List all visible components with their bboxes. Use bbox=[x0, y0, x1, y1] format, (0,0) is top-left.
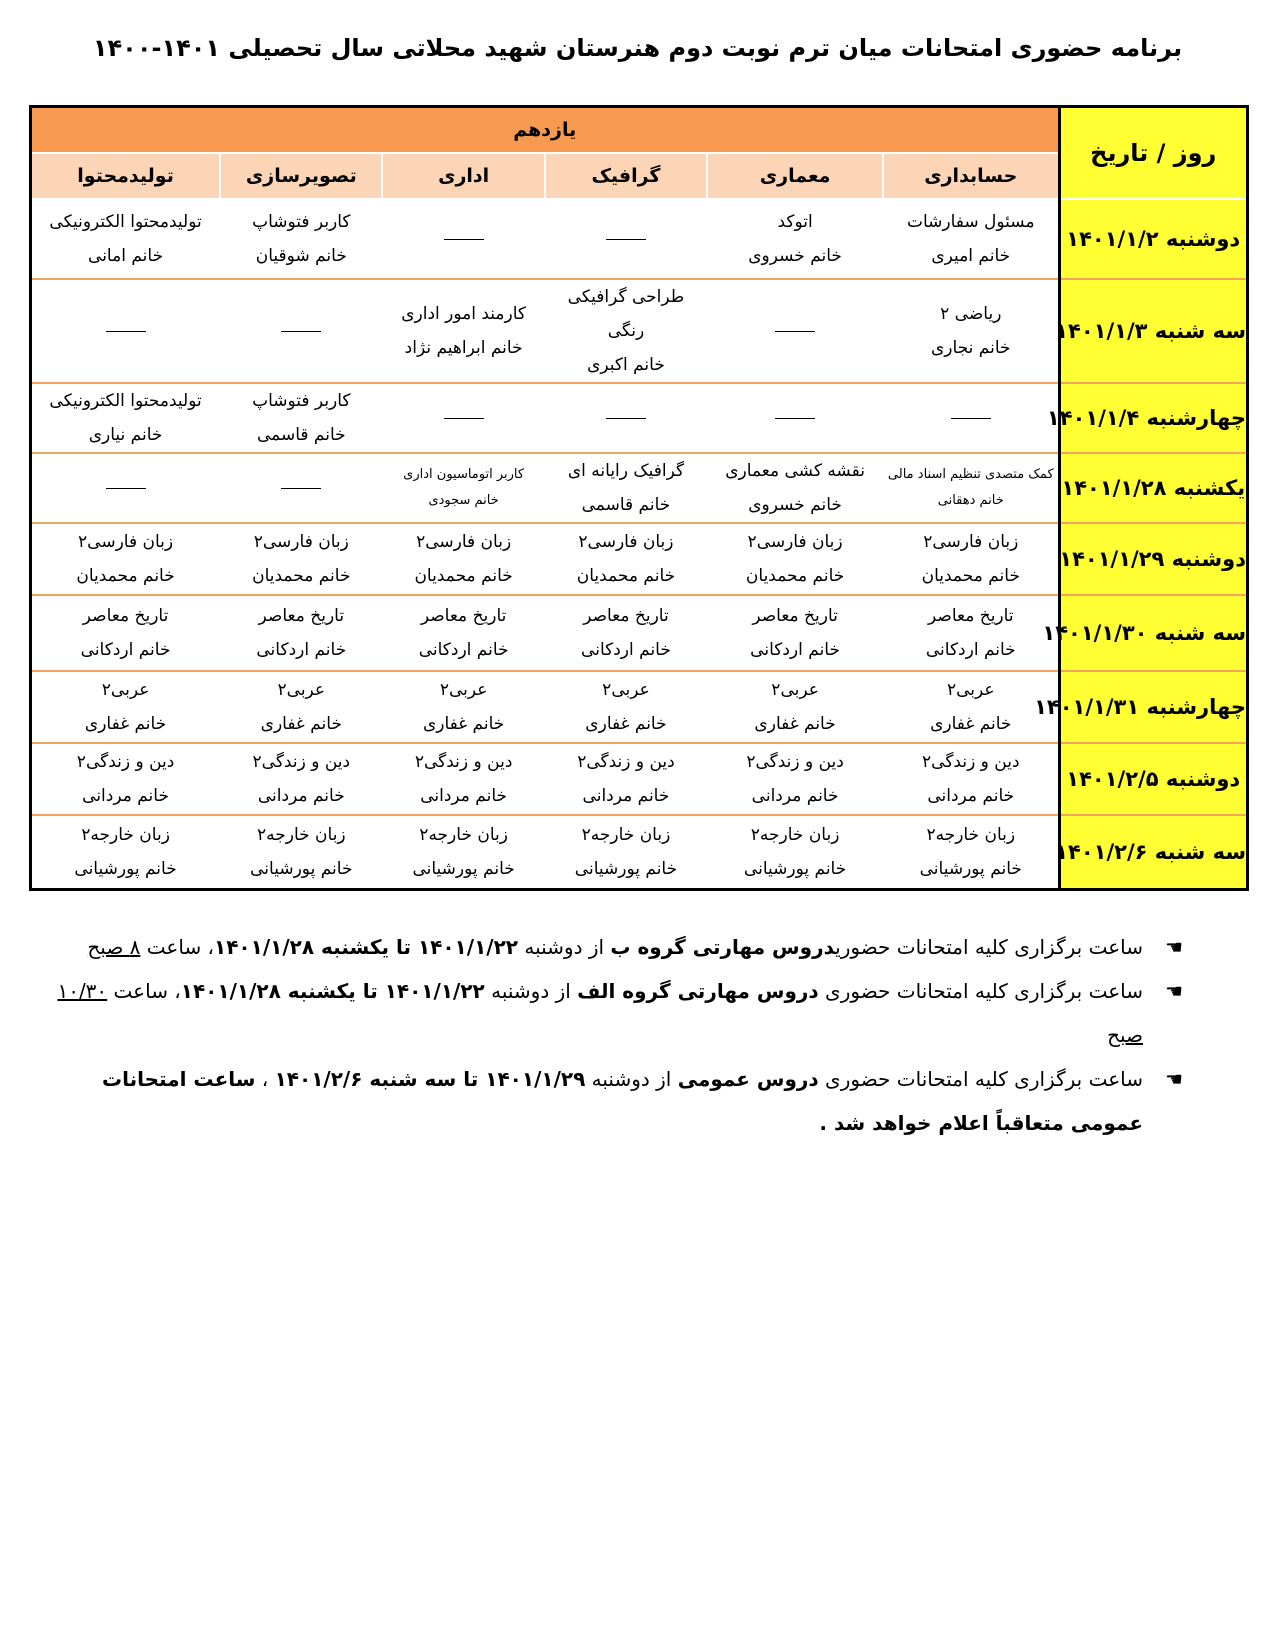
teacher-name: خانم غفاری bbox=[754, 714, 836, 734]
teacher-name: خانم اردکانی bbox=[80, 640, 171, 660]
course-name: عربی۲ bbox=[277, 680, 326, 700]
note-general-time: ساعت امتحانات عمومی متعاقباً اعلام خواهد شد . bbox=[101, 1067, 1143, 1135]
course-name: کمک متصدی تنظیم اسناد مالی bbox=[887, 467, 1054, 482]
table-row bbox=[31, 671, 1248, 743]
empty-dash bbox=[775, 331, 815, 332]
course-name: زبان خارجه۲ bbox=[750, 824, 840, 845]
exam-cell bbox=[31, 279, 221, 383]
teacher-name: خانم مردانی bbox=[927, 786, 1015, 806]
note-dates: ۱۴۰۱/۱/۲۲ تا یکشنبه ۱۴۰۱/۱/۲۸ bbox=[180, 979, 485, 1003]
note-text: ساعت برگزاری کلیه امتحانات حضوری bbox=[818, 979, 1143, 1003]
teacher-name: خانم پورشیانی bbox=[919, 858, 1022, 879]
teacher-name: خانم پورشیانی bbox=[74, 858, 177, 879]
teacher-name: خانم غفاری bbox=[930, 714, 1012, 734]
course-name: دین و زندگی۲ bbox=[577, 752, 675, 772]
course-name: زبان خارجه۲ bbox=[581, 824, 671, 845]
empty-dash bbox=[606, 239, 646, 240]
day-date-cell: دوشنبه ۱۴۰۱/۱/۲ bbox=[1059, 199, 1248, 279]
exam-cell bbox=[545, 383, 707, 453]
exam-cell bbox=[707, 595, 883, 671]
exam-cell bbox=[31, 595, 221, 671]
field-header: معماری bbox=[707, 153, 883, 199]
teacher-name: خانم ابراهیم نژاد bbox=[404, 338, 523, 358]
table-row bbox=[31, 743, 1248, 815]
exam-cell bbox=[707, 383, 883, 453]
note-time: ۱۰/۳۰ صبح bbox=[57, 979, 1143, 1047]
teacher-name: خانم پورشیانی bbox=[250, 858, 353, 879]
course-name: زبان فارسی۲ bbox=[416, 532, 512, 552]
note-text: از دوشنبه bbox=[585, 1067, 678, 1091]
teacher-name: خانم اردکانی bbox=[256, 640, 347, 660]
table-row bbox=[31, 453, 1248, 523]
exam-cell bbox=[382, 815, 544, 889]
teacher-name: خانم غفاری bbox=[260, 714, 342, 734]
exam-cell bbox=[883, 815, 1059, 889]
note-bold-course: دروس عمومی bbox=[677, 1067, 819, 1091]
exam-cell bbox=[382, 199, 544, 279]
teacher-name: خانم امیری bbox=[931, 246, 1011, 266]
exam-cell bbox=[545, 815, 707, 889]
empty-dash bbox=[281, 331, 321, 332]
exam-cell bbox=[382, 595, 544, 671]
teacher-name: خانم پورشیانی bbox=[412, 858, 515, 879]
pointing-hand-icon: ☚ bbox=[1165, 935, 1183, 959]
course-name: کارمند امور اداری bbox=[401, 304, 527, 324]
teacher-name: خانم خسروی bbox=[748, 246, 842, 266]
exam-schedule-table-wrap bbox=[29, 105, 1249, 891]
course-name: دین و زندگی۲ bbox=[252, 752, 351, 772]
course-name: تاریخ معاصر bbox=[258, 606, 345, 626]
exam-schedule-table bbox=[29, 105, 1249, 891]
teacher-name: خانم محمدیان bbox=[252, 566, 351, 586]
exam-cell bbox=[382, 523, 544, 595]
teacher-name: خانم مردانی bbox=[257, 786, 345, 806]
empty-dash bbox=[106, 331, 146, 332]
note-item bbox=[53, 969, 1183, 1057]
exam-cell bbox=[883, 743, 1059, 815]
note-text: ساعت برگزاری کلیه امتحانات حضوری bbox=[818, 1067, 1143, 1091]
course-name: کاربر اتوماسیون اداری bbox=[403, 467, 525, 482]
exam-cell bbox=[31, 743, 221, 815]
day-date-header: روز / تاریخ bbox=[1059, 107, 1248, 200]
exam-cell bbox=[31, 815, 221, 889]
course-name: زبان فارسی۲ bbox=[253, 532, 349, 552]
exam-cell bbox=[707, 453, 883, 523]
teacher-name: خانم قاسمی bbox=[256, 425, 346, 445]
exam-cell bbox=[707, 199, 883, 279]
empty-dash bbox=[606, 418, 646, 419]
exam-cell bbox=[220, 453, 382, 523]
exam-cell bbox=[883, 595, 1059, 671]
exam-cell bbox=[220, 595, 382, 671]
exam-cell bbox=[31, 199, 221, 279]
teacher-name: خانم سجودی bbox=[428, 493, 499, 508]
day-date-cell: چهارشنبه ۱۴۰۱/۱/۴ bbox=[1059, 383, 1248, 453]
empty-dash bbox=[281, 488, 321, 489]
course-name: زبان فارسی۲ bbox=[578, 532, 674, 552]
teacher-name: خانم اردکانی bbox=[925, 640, 1016, 660]
exam-cell bbox=[545, 743, 707, 815]
teacher-name: خانم اردکانی bbox=[581, 640, 671, 660]
note-item bbox=[53, 925, 1183, 969]
schedule-body bbox=[31, 199, 1248, 889]
exam-cell bbox=[707, 279, 883, 383]
exam-cell bbox=[220, 523, 382, 595]
course-name: دین و زندگی۲ bbox=[746, 752, 844, 772]
exam-cell bbox=[883, 523, 1059, 595]
exam-cell bbox=[220, 815, 382, 889]
course-name: عربی۲ bbox=[101, 680, 150, 700]
exam-cell bbox=[707, 523, 883, 595]
course-name: دین و زندگی۲ bbox=[414, 752, 513, 772]
teacher-name: خانم اردکانی bbox=[750, 640, 840, 660]
table-row bbox=[31, 595, 1248, 671]
exam-cell bbox=[883, 383, 1059, 453]
course-name: کاربر فتوشاپ bbox=[252, 391, 351, 411]
exam-cell bbox=[31, 671, 221, 743]
course-name: دین و زندگی۲ bbox=[922, 752, 1020, 772]
teacher-name: خانم مردانی bbox=[751, 786, 839, 806]
exam-cell bbox=[220, 671, 382, 743]
field-header: اداری bbox=[382, 153, 544, 199]
teacher-name: خانم محمدیان bbox=[414, 566, 513, 586]
teacher-name: خانم غفاری bbox=[585, 714, 667, 734]
teacher-name: خانم پورشیانی bbox=[574, 858, 678, 879]
note-dates: ۱۴۰۱/۱/۲۲ تا یکشنبه ۱۴۰۱/۱/۲۸ bbox=[214, 935, 518, 959]
note-bold-course: دروس مهارتی گروه الف bbox=[577, 979, 819, 1003]
course-name: زبان فارسی۲ bbox=[923, 532, 1019, 552]
teacher-name: خانم محمدیان bbox=[576, 566, 676, 586]
exam-cell bbox=[31, 523, 221, 595]
course-name: زبان فارسی۲ bbox=[747, 532, 843, 552]
field-header: تولیدمحتوا bbox=[31, 153, 221, 199]
day-date-cell: دوشنبه ۱۴۰۱/۲/۵ bbox=[1059, 743, 1248, 815]
teacher-name: خانم اردکانی bbox=[418, 640, 509, 660]
exam-cell bbox=[31, 453, 221, 523]
teacher-name: خانم اکبری bbox=[587, 355, 665, 375]
teacher-name: خانم غفاری bbox=[422, 714, 505, 734]
note-text: ، ساعت bbox=[107, 979, 181, 1003]
day-date-cell: دوشنبه ۱۴۰۱/۱/۲۹ bbox=[1059, 523, 1248, 595]
notes-list bbox=[53, 925, 1183, 1145]
course-name: کاربر فتوشاپ bbox=[252, 212, 351, 232]
empty-dash bbox=[106, 488, 146, 489]
field-header: تصویرسازی bbox=[220, 153, 382, 199]
teacher-name: خانم محمدیان bbox=[76, 566, 175, 586]
course-name: ریاضی ۲ bbox=[940, 304, 1002, 324]
note-text: ساعت برگزاری کلیه امتحانات حضوری bbox=[835, 935, 1143, 959]
teacher-name: خانم محمدیان bbox=[745, 566, 845, 586]
empty-dash bbox=[951, 418, 991, 419]
teacher-name: خانم قاسمی bbox=[581, 495, 671, 515]
course-name: عربی۲ bbox=[602, 680, 650, 700]
page-title: برنامه حضوری امتحانات میان ترم نوبت دوم هنرستان شهید محلاتی سال تحصیلی ۱۴۰۱-۱۴۰۰ bbox=[92, 34, 1183, 62]
note-text: ، bbox=[255, 1067, 275, 1091]
teacher-name: خانم پورشیانی bbox=[743, 858, 847, 879]
exam-cell bbox=[707, 671, 883, 743]
exam-cell bbox=[545, 671, 707, 743]
note-text: از دوشنبه bbox=[484, 979, 578, 1003]
field-header: حسابداری bbox=[883, 153, 1059, 199]
course-name: عربی۲ bbox=[771, 680, 819, 700]
day-date-cell: یکشنبه ۱۴۰۱/۱/۲۸ bbox=[1059, 453, 1248, 523]
teacher-name: خانم شوقیان bbox=[255, 246, 347, 266]
course-name: تولیدمحتوا الکترونیکی bbox=[49, 212, 202, 232]
teacher-name: خانم مردانی bbox=[582, 786, 670, 806]
teacher-name: خانم مردانی bbox=[82, 786, 169, 806]
day-date-cell: چهارشنبه ۱۴۰۱/۱/۳۱ bbox=[1059, 671, 1248, 743]
course-name: زبان خارجه۲ bbox=[256, 824, 346, 845]
teacher-name: خانم دهقانی bbox=[937, 493, 1004, 508]
course-name: تاریخ معاصر bbox=[583, 606, 669, 626]
course-name: اتوکد bbox=[777, 212, 813, 232]
course-name: نقشه کشی معماری bbox=[725, 461, 865, 481]
exam-cell bbox=[382, 743, 544, 815]
exam-cell bbox=[883, 279, 1059, 383]
course-name: طراحی گرافیکی bbox=[567, 287, 685, 307]
table-row bbox=[31, 279, 1248, 383]
empty-dash bbox=[444, 418, 484, 419]
exam-cell bbox=[545, 453, 707, 523]
exam-cell bbox=[545, 279, 707, 383]
course-name: زبان خارجه۲ bbox=[81, 824, 170, 845]
course-name: تاریخ معاصر bbox=[928, 606, 1014, 626]
course-name: عربی۲ bbox=[946, 680, 995, 700]
note-dates: ۱۴۰۱/۱/۲۹ تا سه شنبه ۱۴۰۱/۲/۶ bbox=[274, 1067, 586, 1091]
course-name: گرافیک رایانه ای bbox=[567, 461, 685, 481]
exam-cell bbox=[382, 279, 544, 383]
field-header: گرافیک bbox=[545, 153, 707, 199]
empty-dash bbox=[775, 418, 815, 419]
exam-cell bbox=[883, 671, 1059, 743]
exam-cell bbox=[707, 743, 883, 815]
empty-dash bbox=[444, 239, 484, 240]
day-date-cell: سه شنبه ۱۴۰۱/۲/۶ bbox=[1059, 815, 1248, 889]
table-row bbox=[31, 383, 1248, 453]
course-name: عربی۲ bbox=[439, 680, 488, 700]
course-name: زبان خارجه۲ bbox=[926, 824, 1016, 845]
course-name: زبان خارجه۲ bbox=[419, 824, 508, 845]
exam-cell bbox=[382, 383, 544, 453]
teacher-name: خانم امانی bbox=[88, 246, 164, 266]
course-name: تاریخ معاصر bbox=[420, 606, 507, 626]
course-name: زبان فارسی۲ bbox=[78, 532, 174, 552]
note-text: ، ساعت bbox=[140, 935, 215, 959]
table-row bbox=[31, 523, 1248, 595]
note-item bbox=[53, 1057, 1183, 1145]
course-name: رنگی bbox=[607, 321, 645, 341]
teacher-name: خانم نجاری bbox=[931, 338, 1011, 358]
course-name: تاریخ معاصر bbox=[752, 606, 838, 626]
exam-cell bbox=[382, 671, 544, 743]
exam-cell bbox=[220, 199, 382, 279]
exam-cell bbox=[883, 453, 1059, 523]
exam-cell bbox=[545, 595, 707, 671]
pointing-hand-icon: ☚ bbox=[1165, 979, 1183, 1003]
exam-cell bbox=[883, 199, 1059, 279]
course-name: مسئول سفارشات bbox=[906, 212, 1035, 232]
teacher-name: خانم محمدیان bbox=[921, 566, 1020, 586]
course-name: دین و زندگی۲ bbox=[76, 752, 175, 772]
exam-cell bbox=[545, 523, 707, 595]
exam-cell bbox=[31, 383, 221, 453]
exam-cell bbox=[707, 815, 883, 889]
teacher-name: خانم غفاری bbox=[84, 714, 167, 734]
note-time: ۸ صبح bbox=[87, 935, 141, 959]
teacher-name: خانم مردانی bbox=[420, 786, 508, 806]
note-bold-course: دروس مهارتی گروه ب bbox=[610, 935, 836, 959]
exam-cell bbox=[545, 199, 707, 279]
exam-cell bbox=[220, 743, 382, 815]
exam-cell bbox=[220, 383, 382, 453]
day-date-cell: سه شنبه ۱۴۰۱/۱/۳۰ bbox=[1059, 595, 1248, 671]
table-row bbox=[31, 199, 1248, 279]
course-name: تاریخ معاصر bbox=[82, 606, 169, 626]
teacher-name: خانم خسروی bbox=[748, 495, 842, 515]
teacher-name: خانم نیاری bbox=[88, 425, 163, 445]
day-date-cell: سه شنبه ۱۴۰۱/۱/۳ bbox=[1059, 279, 1248, 383]
course-name: تولیدمحتوا الکترونیکی bbox=[49, 391, 202, 411]
grade-header: یازدهم bbox=[31, 107, 1060, 154]
exam-cell bbox=[382, 453, 544, 523]
pointing-hand-icon: ☚ bbox=[1165, 1067, 1183, 1091]
note-text: از دوشنبه bbox=[518, 935, 611, 959]
exam-cell bbox=[220, 279, 382, 383]
table-row bbox=[31, 815, 1248, 889]
